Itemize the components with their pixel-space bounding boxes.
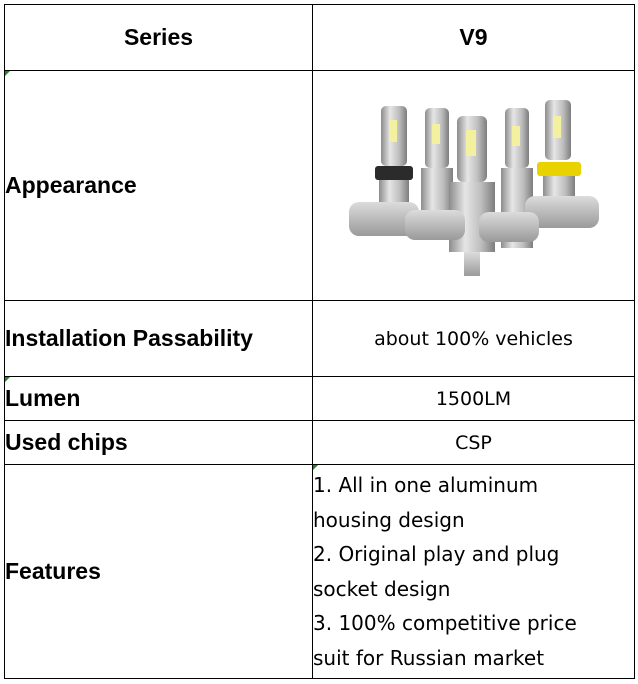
lumen-value-cell <box>313 377 635 421</box>
feature-line: 2. Original play and plug <box>313 542 560 566</box>
appearance-row <box>5 71 635 301</box>
lumen-label-cell <box>5 377 313 421</box>
header-value: V9 <box>459 24 488 50</box>
feature-line: suit for Russian market <box>313 645 545 670</box>
lumen-row <box>5 377 635 421</box>
led-bulbs-product-image <box>329 86 619 286</box>
comment-marker-icon <box>5 377 10 382</box>
feature-line: housing design <box>313 507 465 532</box>
features-row <box>5 465 635 679</box>
lumen-label: Lumen <box>5 385 81 411</box>
installation-row <box>5 301 635 377</box>
chips-value-cell <box>313 421 635 465</box>
features-value-cell <box>313 465 635 679</box>
features-label: Features <box>5 558 101 584</box>
header-value-cell <box>313 5 635 71</box>
chips-label-cell <box>5 421 313 465</box>
comment-marker-icon <box>313 465 318 470</box>
feature-line: 3. 100% competitive price <box>313 611 577 635</box>
feature-line: 1. All in one aluminum <box>313 473 539 497</box>
chips-row <box>5 421 635 465</box>
header-row <box>5 5 635 71</box>
installation-label: Installation Passability <box>5 325 253 351</box>
installation-label-cell <box>5 301 313 377</box>
chips-value: CSP <box>455 431 492 454</box>
installation-value-cell <box>313 301 635 377</box>
header-label-cell <box>5 5 313 71</box>
features-label-cell <box>5 465 313 679</box>
header-label: Series <box>123 24 194 50</box>
installation-value: about 100% vehicles <box>374 327 573 350</box>
comment-marker-icon <box>5 71 10 76</box>
lumen-value: 1500LM <box>435 387 512 410</box>
appearance-label-cell <box>5 71 313 301</box>
chips-label: Used chips <box>5 429 128 455</box>
appearance-image-cell <box>313 71 635 301</box>
appearance-label: Appearance <box>5 172 137 198</box>
spec-table <box>4 4 635 679</box>
bulb-front-center <box>449 116 495 276</box>
feature-line: socket design <box>313 576 451 601</box>
